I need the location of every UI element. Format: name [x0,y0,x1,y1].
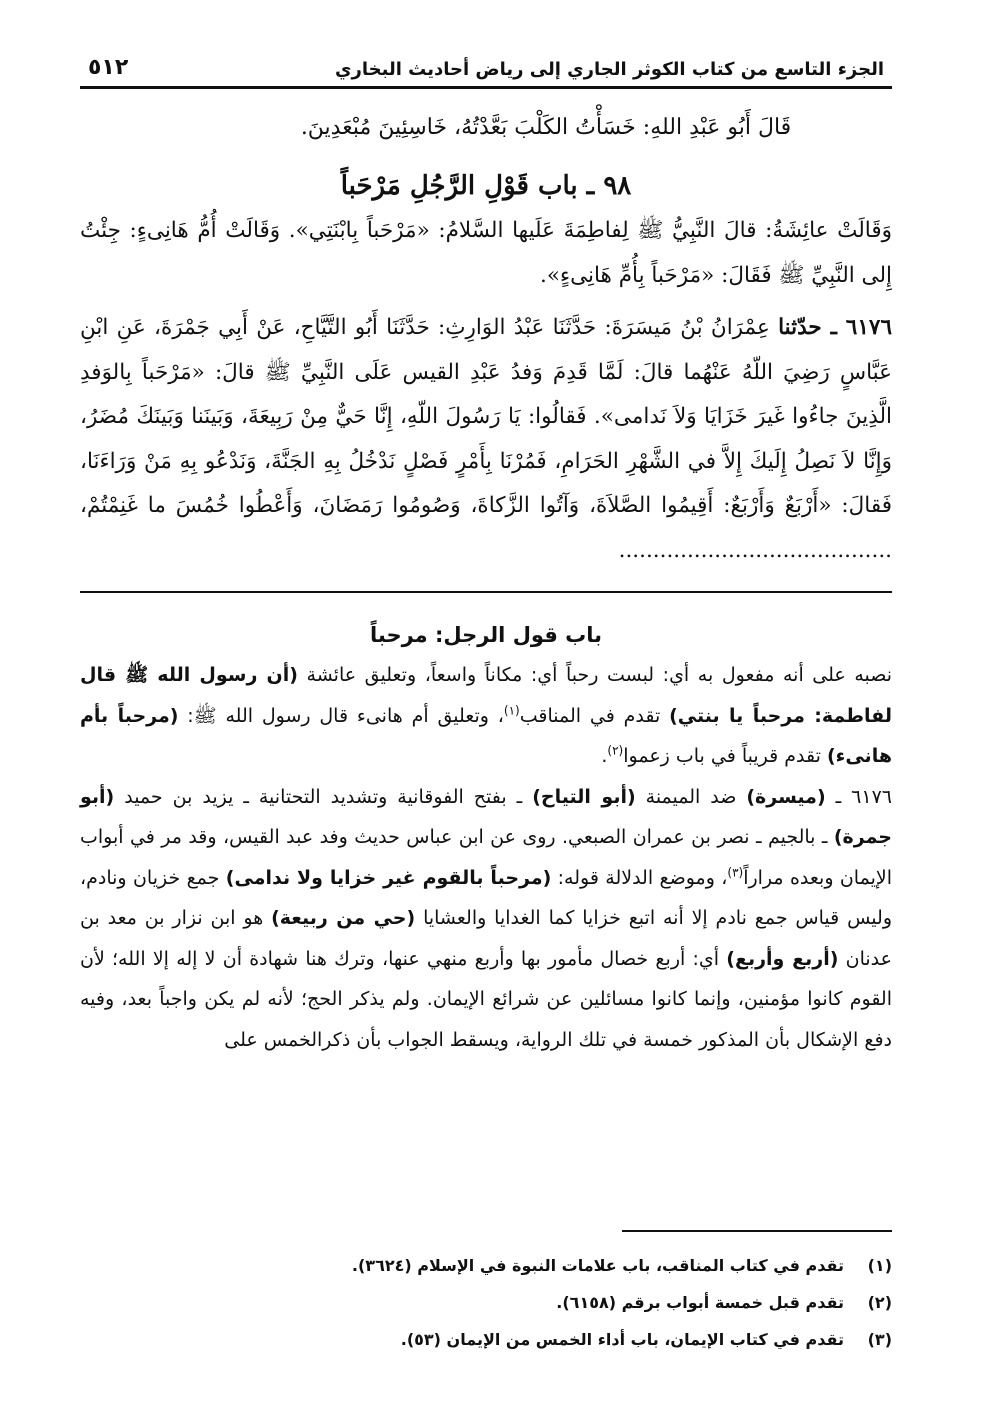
quote-line: قَالَ أَبُو عَبْدِ اللهِ: خَسَأْتُ الكَلْبَ بَعَّدْتُهُ، خَاسِئِينَ مُبْعَدِينَ. [300,115,792,140]
commentary-bold-text: (أن رسول الله ﷺ قال لفاطمة: مرحباً يا بنتي) [80,664,892,727]
commentary-text: نصبه على أنه مفعول به أي: لبست رحباً أي: مكاناً واسعاً، وتعليق عائشة [306,664,892,686]
commentary-text: أي: أربع خصال مأمور بها وأربع منهي عنها، وترك هنا شهادة أن لا إله إلا الله؛ لأن القوم كانوا مؤمنين، وإنما كانوا مسائلين عن شرائع الإيمان. ولم يذكر الحج؛ لأنه لم يكن واجباً بعد، وفيه دفع الإشكال بأن المذكور خمسة في تلك الرواية، ويسقط الجواب بأن ذكرالخمس على [80,947,892,1051]
commentary-bold-text: (حي من ربيعة) [271,907,416,929]
commentary-text: ـ بفتح الفوقانية وتشديد التحتانية ـ يزيد بن حميد [124,785,523,808]
commentary-bold-text: (أبو جمرة) [80,785,892,848]
footnote-2 [80,1284,892,1321]
footnote-ref-2: (٢) [607,743,624,758]
commentary-paragraph-1 [80,655,892,777]
footnote-3 [80,1321,892,1358]
commentary-text: ضد الميمنة [645,785,737,808]
commentary-bold-text: (مرحباً بأم هانىء) [80,704,892,767]
footnotes [80,1247,892,1358]
book-page [80,55,893,1349]
hadith-number: ٦١٧٦ ـ حدّثنا [778,315,892,340]
commentary-bold-text: (مرحباً بالقوم غير خزايا ولا ندامى) [225,866,552,889]
commentary-text: ، وتعليق أم هانىء قال رسول الله ﷺ: [187,704,504,727]
commentary-title: باب قول الرجل: مرحباً [369,623,603,647]
commentary-bold-text: (أربع وأربع) [726,947,839,970]
commentary-text: تقدم في المناقب [519,704,661,727]
page-header [80,55,892,89]
footnote-text: تقدم قبل خمسة أبواب برقم (٦١٥٨). [556,1293,844,1312]
commentary-number: ٦١٧٦ ـ [835,785,892,808]
commentary-bold-text: (أبو التياح) [532,785,636,808]
hadith-intro: وَقَالَتْ عائِشَةُ: قالَ النَّبِيُّ ﷺ لِفاطِمَةَ عَلَيها السَّلامُ: «مَرْحَباً بِابْنَتِي». وَقَالَتْ أُمُّ هَانِىءٍ: جِئْتُ إِلى النَّبِيِّ ﷺ فَقَالَ: «مَرْحَباً بِأُمِّ هَانِىءٍ». [80,218,892,288]
footnote-1 [80,1247,892,1284]
footnote-text: تقدم في كتاب المناقب، باب علامات النبوة في الإسلام (٣٦٢٤). [351,1256,844,1275]
running-title: الجزء التاسع من كتاب الكوثر الجاري إلى رياض أحاديث البخاري [335,59,884,80]
main-divider [80,591,892,593]
footnote-number: (٢) [867,1293,892,1312]
commentary-text: ـ بالجيم ـ نصر بن عمران الصبعي. روى عن ابن عباس حديث وفد عبد القيس، وقد مر في أبواب الإيمان وبعده مراراً [80,826,892,889]
commentary-text: تقدم قريباً في باب زعموا [623,745,821,767]
commentary-text: . [601,745,608,767]
commentary-text: هو ابن نزار بن معد بن عدنان [80,907,892,970]
commentary-bold-text: (ميسرة) [746,785,826,808]
hadith-ellipsis: ........................................ [618,537,892,563]
hadith-text-block [80,306,892,573]
commentary-paragraph-2 [80,777,892,1061]
commentary-text: جمع خزيان ونادم، وليس قياس جمع نادم إلا أنه اتبع خزايا كما الغدايا والعشايا [80,866,893,929]
footnote-number: (١) [867,1256,892,1275]
footnote-number: (٣) [867,1330,892,1349]
page-number: ٥١٢ [88,55,129,80]
chapter-heading: ٩٨ ـ باب قَوْلِ الرَّجُلِ مَرْحَباً [340,171,632,201]
footnote-ref-1: (١) [503,703,520,718]
footnote-ref-3: (٣) [727,865,744,880]
footnote-text: تقدم في كتاب الإيمان، باب أداء الخمس من الإيمان (٥٣). [400,1330,844,1349]
footnote-divider [622,1230,892,1232]
commentary-text: ، وموضع الدلالة قوله: [557,866,728,889]
hadith-text: عِمْرَانُ بْنُ مَيسَرَةَ: حَدَّثَنَا عَبْدُ الوَارِثِ: حَدَّثَنَا أَبُو التَّيَّاحِ، عَنْ أَبِي جَمْرَةَ، عَنِ ابْنِ عَبَّاسٍ رَضِيَ اللّهُ عَنْهُما قالَ: لَمَّا قَدِمَ وَفدُ عَبْدِ القيس عَلَى النَّبِيِّ ﷺ قالَ: «مَرْحَباً بِالوَفدِ الَّذِينَ جاءُوا غَيرَ خَزَايَا وَلاَ نَدامى». فَقالُوا: يَا رَسُولَ اللّهِ، إِنَّا حَيٌّ مِنْ رَبِيعَةَ، وَبَينَنا وَبَينَكَ مُضَرُ، وَإِنَّا لاَ نَصِلُ إِلَيكَ إِلاَّ في الشَّهْرِ الحَرَامِ، فَمُرْنَا بِأَمْرٍ فَصْلٍ نَدْخُلُ بِهِ الجَنَّةَ، وَنَدْعُو بِهِ مَنْ وَرَاءَنَا، فَقالَ: «أَرْبَعٌ وَأَرْبَعٌ: أَقِيمُوا الصَّلاَةَ، وَآتُوا الزَّكاةَ، وَصُومُوا رَمَضَانَ، وَأَعْطُوا خُمُسَ ما غَنِمْتُمْ، [80,315,892,518]
